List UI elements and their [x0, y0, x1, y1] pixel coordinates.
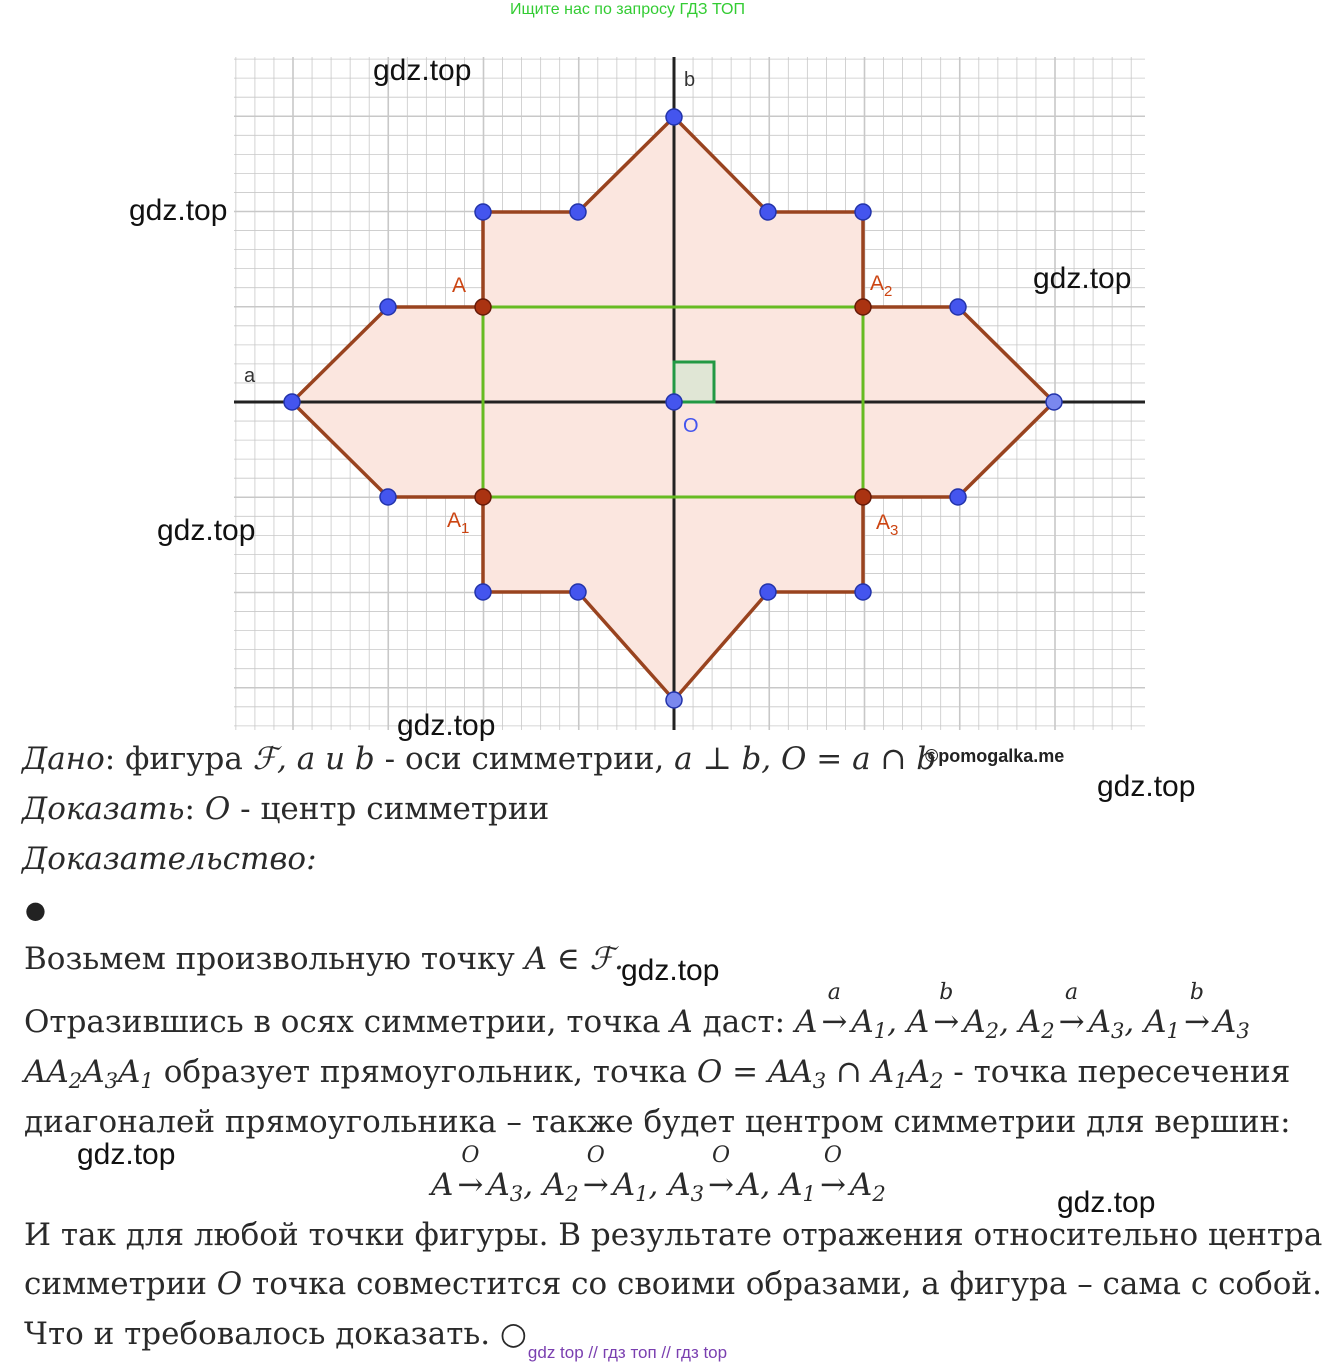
point	[666, 692, 682, 708]
watermark: gdz.top	[397, 709, 496, 742]
search-banner: Ищите нас по запросу ГДЗ ТОП	[510, 1, 745, 18]
final-line-3: Что и требовалось доказать. ○	[24, 1316, 527, 1352]
point	[475, 584, 491, 600]
watermark: gdz.top	[1033, 262, 1132, 295]
point	[570, 204, 586, 220]
center-O-label: O	[683, 415, 699, 437]
point	[666, 109, 682, 125]
point	[380, 489, 396, 505]
label-A3: $A_3$	[876, 511, 899, 539]
axis-a-label: a	[244, 365, 256, 387]
axis-b-label: b	[684, 69, 696, 91]
point-A	[475, 299, 491, 315]
point	[855, 204, 871, 220]
watermark: gdz.top	[129, 194, 228, 227]
bullet: ●	[25, 896, 46, 924]
reflection-line: Отразившись в осях симметрии, точка A даст: A a → $A_1$, A b → $A_2$, $A_2$ a → $A_3$, $A_1$ b → $A_3$	[24, 980, 1250, 1043]
given-line: Дано: фигура ℱ, a и b - оси симметрии, a ⊥ b, O = a ∩ b	[22, 741, 937, 777]
watermark: gdz.top	[157, 514, 256, 547]
point	[475, 204, 491, 220]
point	[380, 299, 396, 315]
center-mapping: A O → $A_3$, $A_2$ O → $A_1$, $A_3$ O → A, $A_1$ O → $A_2$	[431, 1143, 886, 1206]
watermark: gdz.top	[621, 954, 720, 987]
point	[1046, 394, 1062, 410]
prove-line: Доказать: O - центр симметрии	[22, 791, 550, 827]
point-A3	[855, 489, 871, 505]
copyright: ©pomogalka.me	[925, 746, 1065, 766]
point-O	[666, 394, 682, 410]
watermark: gdz.top	[77, 1138, 176, 1171]
point	[950, 299, 966, 315]
label-A1: $A_1$	[447, 509, 470, 537]
point	[284, 394, 300, 410]
label-A: A	[452, 274, 467, 297]
final-line-1: И так для любой точки фигуры. В результате отражения относительно центра	[24, 1217, 1322, 1253]
point	[855, 584, 871, 600]
rectangle-line: $AA_2A_3A_1$ образует прямоугольник, точка $O = AA_3$ ∩ $A_1A_2$ - точка пересечения	[24, 1054, 1291, 1093]
point	[760, 204, 776, 220]
point-A1	[475, 489, 491, 505]
point	[760, 584, 776, 600]
proof-heading: Доказательство:	[22, 841, 317, 877]
watermark: gdz.top	[373, 54, 472, 87]
footer-links[interactable]: gdz top // гдз топ // гдз top	[527, 1343, 728, 1362]
point-A2	[855, 299, 871, 315]
point	[570, 584, 586, 600]
diagonal-line: диагоналей прямоугольника – также будет центром симметрии для вершин:	[24, 1104, 1291, 1140]
take-point-line: Возьмем произвольную точку A ∈ ℱ.	[24, 941, 624, 977]
watermark: gdz.top	[1057, 1186, 1156, 1219]
final-line-2: симметрии O точка совместится со своими образами, а фигура – сама с собой.	[24, 1266, 1322, 1302]
label-A2: $A_2$	[870, 272, 893, 300]
watermark: gdz.top	[1097, 770, 1196, 803]
point	[950, 489, 966, 505]
